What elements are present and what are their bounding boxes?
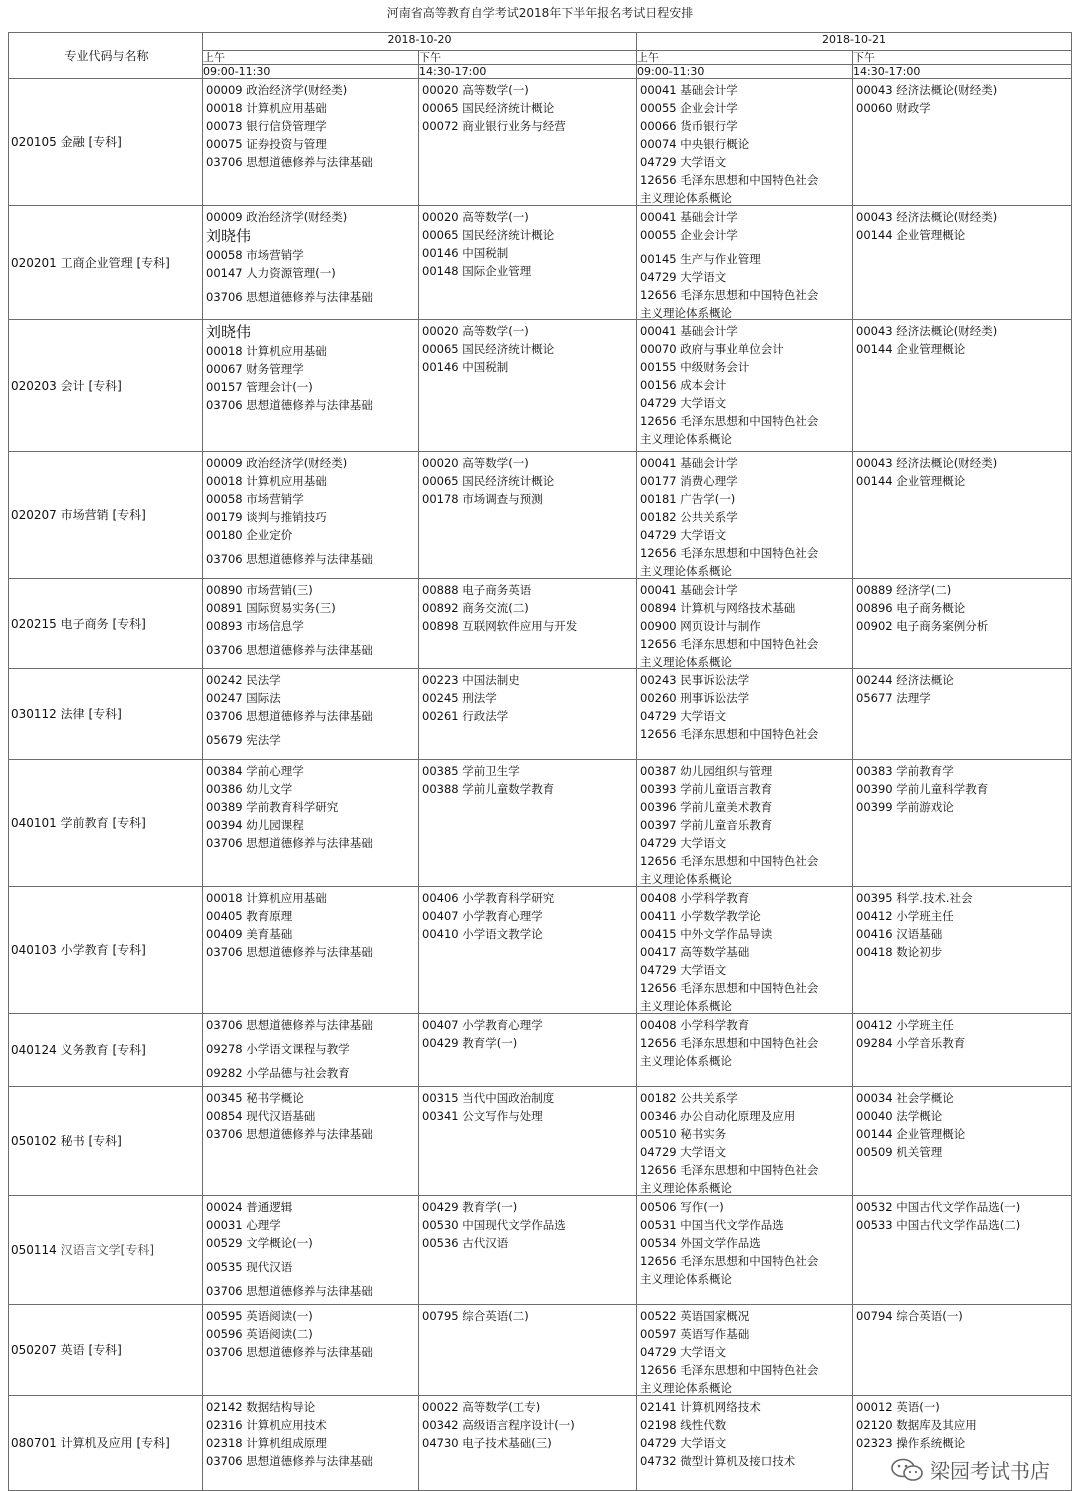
- session-cell: [419, 1087, 637, 1196]
- session-cell: [637, 760, 853, 887]
- course-entry: 00900 网页设计与制作: [640, 619, 761, 633]
- course-entry: 00144 企业管理概论: [856, 228, 966, 242]
- course-entry: 00041 基础会计学: [640, 456, 738, 470]
- time-header: 14:30-17:00: [419, 65, 637, 79]
- session-cell: [419, 760, 637, 887]
- session-cell: [853, 1196, 1072, 1305]
- course-entry: 00043 经济法概论(财经类): [856, 324, 998, 338]
- course-entry: 03706 思想道德修养与法律基础: [206, 1454, 373, 1468]
- course-entry: 00075 证券投资与管理: [206, 137, 327, 151]
- course-entry: 04729 大学语文: [640, 1436, 727, 1450]
- course-entry: 00242 民法学: [206, 673, 281, 687]
- course-entry: 主义理论体系概论: [640, 999, 732, 1013]
- course-entry: 00891 国际贸易实务(三): [206, 601, 336, 615]
- session-cell: [637, 452, 853, 579]
- course-entry: 03706 思想道德修养与法律基础: [206, 1018, 373, 1032]
- course-entry: 00020 高等数学(一): [422, 210, 529, 224]
- course-entry: 00795 综合英语(二): [422, 1309, 529, 1323]
- course-entry: 04729 大学语文: [640, 396, 727, 410]
- table-row: [9, 669, 1072, 760]
- course-entry: 00156 成本会计: [640, 378, 727, 392]
- session-cell: [419, 1396, 637, 1491]
- course-entry: 00020 高等数学(一): [422, 83, 529, 97]
- course-entry: 00072 商业银行业务与经营: [422, 119, 566, 133]
- course-entry: 00341 公文写作与处理: [422, 1109, 543, 1123]
- course-entry: 00896 电子商务概论: [856, 601, 966, 615]
- watermark-text: 梁园考试书店: [930, 1459, 1050, 1483]
- major-name: 020215 电子商务 [专科]: [9, 579, 203, 669]
- course-entry: 00394 幼儿园课程: [206, 818, 304, 832]
- course-entry: 00890 市场营销(三): [206, 583, 313, 597]
- major-code: 050114: [11, 1243, 57, 1257]
- course-entry: 00407 小学教育心理学: [422, 1018, 543, 1032]
- session-cell: [203, 1087, 419, 1196]
- course-entry: 00888 电子商务英语: [422, 583, 532, 597]
- course-entry: 03706 思想道德修养与法律基础: [206, 1345, 373, 1359]
- course-entry: 12656 毛泽东思想和中国特色社会: [640, 981, 819, 995]
- session-cell: [203, 1196, 419, 1305]
- session-cell: [203, 452, 419, 579]
- course-entry: 09282 小学品德与社会教育: [206, 1066, 350, 1080]
- half-day-header: 上午: [203, 51, 419, 65]
- session-cell: [853, 760, 1072, 887]
- course-entry: 00429 教育学(一): [422, 1036, 518, 1050]
- course-entry: 00345 秘书学概论: [206, 1091, 304, 1105]
- course-entry: 主义理论体系概论: [640, 191, 732, 205]
- table-row: [9, 579, 1072, 669]
- course-entry: 00410 小学语文教学论: [422, 927, 543, 941]
- course-entry: 00409 美育基础: [206, 927, 293, 941]
- major-name: 020105 金融 [专科]: [9, 79, 203, 206]
- course-entry: 00020 高等数学(一): [422, 324, 529, 338]
- course-entry: 03706 思想道德修养与法律基础: [206, 155, 373, 169]
- course-entry: 12656 毛泽东思想和中国特色社会: [640, 1363, 819, 1377]
- course-entry: 00034 社会学概论: [856, 1091, 954, 1105]
- course-entry: 00529 文学概论(一): [206, 1236, 313, 1250]
- course-entry: 00031 心理学: [206, 1218, 281, 1232]
- course-entry: 00179 谈判与推销技巧: [206, 510, 327, 524]
- course-entry: 00595 英语阅读(一): [206, 1309, 313, 1323]
- course-entry: 00060 财政学: [856, 101, 931, 115]
- course-entry: 03706 思想道德修养与法律基础: [206, 709, 373, 723]
- course-entry: 00157 管理会计(一): [206, 380, 313, 394]
- course-entry: 00399 学前游戏论: [856, 800, 954, 814]
- course-entry: 00342 高级语言程序设计(一): [422, 1418, 575, 1432]
- major-name: 020207 市场营销 [专科]: [9, 452, 203, 579]
- session-cell: [203, 669, 419, 760]
- time-header: 09:00-11:30: [637, 65, 853, 79]
- session-cell: [637, 1196, 853, 1305]
- course-entry: 04730 电子技术基础(三): [422, 1436, 552, 1450]
- session-cell: [637, 206, 853, 320]
- course-entry: 00794 综合英语(一): [856, 1309, 963, 1323]
- major-name: 050207 英语 [专科]: [9, 1305, 203, 1396]
- course-entry: 00018 计算机应用基础: [206, 101, 327, 115]
- session-cell: [637, 579, 853, 669]
- course-entry: 05679 宪法学: [206, 733, 281, 747]
- course-entry: 09278 小学语文课程与教学: [206, 1042, 350, 1056]
- session-cell: [637, 1014, 853, 1087]
- course-entry: 00412 小学班主任: [856, 909, 954, 923]
- session-cell: [637, 669, 853, 760]
- course-entry: 00223 中国法制史: [422, 673, 520, 687]
- corner-header: 专业代码与名称: [9, 33, 203, 79]
- session-cell: [419, 1305, 637, 1396]
- major-title: 汉语言文学[专科]: [60, 1243, 155, 1257]
- course-entry: 00243 民事诉讼法学: [640, 673, 750, 687]
- session-cell: [203, 579, 419, 669]
- course-entry: 00416 汉语基础: [856, 927, 943, 941]
- course-entry: 主义理论体系概论: [640, 564, 732, 578]
- course-entry: 12656 毛泽东思想和中国特色社会: [640, 727, 819, 741]
- course-entry: 00597 英语写作基础: [640, 1327, 750, 1341]
- session-cell: [637, 320, 853, 452]
- course-entry: 00898 互联网软件应用与开发: [422, 619, 578, 633]
- course-entry: 00155 中级财务会计: [640, 360, 750, 374]
- course-entry: 00178 市场调查与预测: [422, 492, 543, 506]
- course-entry: 00893 市场信息学: [206, 619, 304, 633]
- course-entry: 04729 大学语文: [640, 528, 727, 542]
- half-day-header: 下午: [419, 51, 637, 65]
- table-row: [9, 320, 1072, 452]
- course-entry: 09284 小学音乐教育: [856, 1036, 966, 1050]
- course-entry: 00429 教育学(一): [422, 1200, 518, 1214]
- course-entry: 00247 国际法: [206, 691, 281, 705]
- course-entry: 00065 国民经济统计概论: [422, 228, 555, 242]
- course-entry: 02198 线性代数: [640, 1418, 727, 1432]
- course-entry: 03706 思想道德修养与法律基础: [206, 1127, 373, 1141]
- course-entry: 00018 计算机应用基础: [206, 474, 327, 488]
- course-entry: 00522 英语国家概况: [640, 1309, 750, 1323]
- session-cell: [853, 887, 1072, 1014]
- time-header: 09:00-11:30: [203, 65, 419, 79]
- session-cell: [419, 579, 637, 669]
- page-title: 河南省高等教育自学考试2018年下半年报名考试日程安排: [386, 6, 694, 20]
- session-cell: [203, 760, 419, 887]
- session-cell: [853, 1087, 1072, 1196]
- course-entry: 00388 学前儿童数学教育: [422, 782, 555, 796]
- course-entry: 12656 毛泽东思想和中国特色社会: [640, 1254, 819, 1268]
- major-name: 040101 学前教育 [专科]: [9, 760, 203, 887]
- course-entry: 12656 毛泽东思想和中国特色社会: [640, 546, 819, 560]
- course-entry: 00412 小学班主任: [856, 1018, 954, 1032]
- course-entry: 00182 公共关系学: [640, 1091, 738, 1105]
- major-name: 050102 秘书 [专科]: [9, 1087, 203, 1196]
- course-entry: 00009 政治经济学(财经类): [206, 83, 348, 97]
- course-entry: 00041 基础会计学: [640, 210, 738, 224]
- course-entry: 00018 计算机应用基础: [206, 891, 327, 905]
- course-entry: 00067 财务管理学: [206, 362, 304, 376]
- course-entry: 00024 普通逻辑: [206, 1200, 293, 1214]
- course-entry: 00390 学前儿童科学教育: [856, 782, 989, 796]
- course-entry: 00144 企业管理概论: [856, 1127, 966, 1141]
- course-entry: 12656 毛泽东思想和中国特色社会: [640, 173, 819, 187]
- course-entry: 00261 行政法学: [422, 709, 509, 723]
- course-entry: 主义理论体系概论: [640, 1054, 732, 1068]
- course-entry: 00245 刑法学: [422, 691, 497, 705]
- session-cell: [637, 79, 853, 206]
- course-entry: 04729 大学语文: [640, 836, 727, 850]
- course-entry: 00892 商务交流(二): [422, 601, 529, 615]
- course-entry: 00408 小学科学教育: [640, 1018, 750, 1032]
- table-row: [9, 1014, 1072, 1087]
- session-cell: [419, 320, 637, 452]
- course-entry: 00395 科学.技术.社会: [856, 891, 973, 905]
- course-entry: 00386 幼儿文学: [206, 782, 293, 796]
- course-entry: 00389 学前教育科学研究: [206, 800, 339, 814]
- course-entry: 00058 市场营销学: [206, 248, 304, 262]
- course-entry: 00145 生产与作业管理: [640, 252, 761, 266]
- course-entry: 00043 经济法概论(财经类): [856, 210, 998, 224]
- course-entry: 00383 学前教育学: [856, 764, 954, 778]
- course-entry: 00182 公共关系学: [640, 510, 738, 524]
- course-entry: 00058 市场营销学: [206, 492, 304, 506]
- course-entry: 00055 企业会计学: [640, 228, 738, 242]
- date-header: 2018-10-20: [203, 33, 637, 51]
- course-entry: 00244 经济法概论: [856, 673, 954, 687]
- session-cell: [853, 206, 1072, 320]
- course-entry: 00408 小学科学教育: [640, 891, 750, 905]
- course-entry: 00065 国民经济统计概论: [422, 101, 555, 115]
- table-row: [9, 760, 1072, 887]
- course-entry: 主义理论体系概论: [640, 432, 732, 446]
- course-entry: 00018 计算机应用基础: [206, 344, 327, 358]
- session-cell: [419, 669, 637, 760]
- course-entry: 00074 中央银行概论: [640, 137, 750, 151]
- course-entry: 00531 中国当代文学作品选: [640, 1218, 784, 1232]
- course-entry: 00041 基础会计学: [640, 324, 738, 338]
- course-entry: 00070 政府与事业单位会计: [640, 342, 784, 356]
- course-entry: 03706 思想道德修养与法律基础: [206, 945, 373, 959]
- course-entry: 00009 政治经济学(财经类): [206, 210, 348, 224]
- handwritten-name: 刘晓伟: [206, 323, 252, 341]
- session-cell: [203, 1305, 419, 1396]
- course-entry: 00040 法学概论: [856, 1109, 943, 1123]
- session-cell: [203, 79, 419, 206]
- session-cell: [419, 206, 637, 320]
- course-entry: 00009 政治经济学(财经类): [206, 456, 348, 470]
- course-entry: 主义理论体系概论: [640, 872, 732, 886]
- course-entry: 00012 英语(一): [856, 1400, 940, 1414]
- course-entry: 00146 中国税制: [422, 360, 509, 374]
- course-entry: 00041 基础会计学: [640, 83, 738, 97]
- table-row: [9, 79, 1072, 206]
- course-entry: 00385 学前卫生学: [422, 764, 520, 778]
- course-entry: 00533 中国古代文学作品选(二): [856, 1218, 1021, 1232]
- wechat-icon: [890, 1458, 924, 1482]
- course-entry: 00073 银行信贷管理学: [206, 119, 327, 133]
- session-cell: [853, 79, 1072, 206]
- course-entry: 00411 小学数学教学论: [640, 909, 761, 923]
- course-entry: 04729 大学语文: [640, 270, 727, 284]
- course-entry: 00066 货币银行学: [640, 119, 738, 133]
- course-entry: 00407 小学教育心理学: [422, 909, 543, 923]
- time-header: 14:30-17:00: [853, 65, 1072, 79]
- session-cell: [203, 320, 419, 452]
- table-row: [9, 887, 1072, 1014]
- course-entry: 00535 现代汉语: [206, 1260, 293, 1274]
- course-entry: 00854 现代汉语基础: [206, 1109, 316, 1123]
- session-cell: [853, 320, 1072, 452]
- course-entry: 03706 思想道德修养与法律基础: [206, 643, 373, 657]
- course-entry: 04729 大学语文: [640, 155, 727, 169]
- table-row: [9, 1305, 1072, 1396]
- course-entry: 12656 毛泽东思想和中国特色社会: [640, 854, 819, 868]
- course-entry: 00894 计算机与网络技术基础: [640, 601, 796, 615]
- session-cell: [203, 887, 419, 1014]
- course-entry: 02142 数据结构导论: [206, 1400, 316, 1414]
- course-entry: 12656 毛泽东思想和中国特色社会: [640, 1163, 819, 1177]
- course-entry: 00043 经济法概论(财经类): [856, 83, 998, 97]
- course-entry: 03706 思想道德修养与法律基础: [206, 1284, 373, 1298]
- course-entry: 00384 学前心理学: [206, 764, 304, 778]
- course-entry: 00596 英语阅读(二): [206, 1327, 313, 1341]
- course-entry: 00181 广告学(一): [640, 492, 736, 506]
- course-entry: 02323 操作系统概论: [856, 1436, 966, 1450]
- course-entry: 主义理论体系概论: [640, 1272, 732, 1286]
- course-entry: 00346 办公自动化原理及应用: [640, 1109, 796, 1123]
- session-cell: [637, 1396, 853, 1491]
- course-entry: 05677 法理学: [856, 691, 931, 705]
- session-cell: [637, 887, 853, 1014]
- half-day-header: 下午: [853, 51, 1072, 65]
- course-entry: 00146 中国税制: [422, 246, 509, 260]
- course-entry: 02141 计算机网络技术: [640, 1400, 761, 1414]
- course-entry: 00396 学前儿童美术教育: [640, 800, 773, 814]
- course-entry: 00387 幼儿园组织与管理: [640, 764, 773, 778]
- course-entry: 00180 企业定价: [206, 528, 293, 542]
- session-cell: [853, 579, 1072, 669]
- table-row: [9, 1087, 1072, 1196]
- course-entry: 00530 中国现代文学作品选: [422, 1218, 566, 1232]
- course-entry: 00405 教育原理: [206, 909, 293, 923]
- half-day-header: 上午: [637, 51, 853, 65]
- course-entry: 00510 秘书实务: [640, 1127, 727, 1141]
- course-entry: 00393 学前儿童语言教育: [640, 782, 773, 796]
- course-entry: 12656 毛泽东思想和中国特色社会: [640, 637, 819, 651]
- course-entry: 00506 写作(一): [640, 1200, 724, 1214]
- course-entry: 04732 微型计算机及接口技术: [640, 1454, 796, 1468]
- course-entry: 02318 计算机组成原理: [206, 1436, 327, 1450]
- course-entry: 00260 刑事诉讼法学: [640, 691, 750, 705]
- session-cell: [419, 1014, 637, 1087]
- major-name: [9, 1196, 203, 1305]
- table-row: [9, 206, 1072, 320]
- course-entry: 00509 机关管理: [856, 1145, 943, 1159]
- session-cell: [637, 1305, 853, 1396]
- session-cell: [853, 669, 1072, 760]
- course-entry: 12656 毛泽东思想和中国特色社会: [640, 1036, 819, 1050]
- date-header: 2018-10-21: [637, 33, 1072, 51]
- course-entry: 00147 人力资源管理(一): [206, 266, 336, 280]
- course-entry: 00177 消费心理学: [640, 474, 738, 488]
- course-entry: 03706 思想道德修养与法律基础: [206, 290, 373, 304]
- course-entry: 02120 数据库及其应用: [856, 1418, 977, 1432]
- session-cell: [853, 1014, 1072, 1087]
- course-entry: 04729 大学语文: [640, 963, 727, 977]
- course-entry: 00532 中国古代文学作品选(一): [856, 1200, 1021, 1214]
- course-entry: 00534 外国文学作品选: [640, 1236, 761, 1250]
- major-name: 030112 法律 [专科]: [9, 669, 203, 760]
- course-entry: 00536 古代汉语: [422, 1236, 509, 1250]
- course-entry: 02316 计算机应用技术: [206, 1418, 327, 1432]
- watermark: [890, 1455, 1050, 1484]
- course-entry: 04729 大学语文: [640, 709, 727, 723]
- major-name: 040103 小学教育 [专科]: [9, 887, 203, 1014]
- course-entry: 00041 基础会计学: [640, 583, 738, 597]
- course-entry: 主义理论体系概论: [640, 306, 732, 319]
- course-entry: 04729 大学语文: [640, 1345, 727, 1359]
- course-entry: 00418 数论初步: [856, 945, 943, 959]
- course-entry: 主义理论体系概论: [640, 1181, 732, 1195]
- course-entry: 00315 当代中国政治制度: [422, 1091, 555, 1105]
- session-cell: [203, 1014, 419, 1087]
- schedule-table: [8, 32, 1072, 1491]
- table-row: [9, 1196, 1072, 1305]
- session-cell: [419, 1196, 637, 1305]
- course-entry: 00144 企业管理概论: [856, 474, 966, 488]
- course-entry: 00020 高等数学(一): [422, 456, 529, 470]
- major-name: 040124 义务教育 [专科]: [9, 1014, 203, 1087]
- session-cell: [203, 206, 419, 320]
- course-entry: 03706 思想道德修养与法律基础: [206, 552, 373, 566]
- session-cell: [419, 887, 637, 1014]
- course-entry: 00144 企业管理概论: [856, 342, 966, 356]
- course-entry: 00148 国际企业管理: [422, 264, 532, 278]
- session-cell: [419, 79, 637, 206]
- major-name: 080701 计算机及应用 [专科]: [9, 1396, 203, 1491]
- course-entry: 03706 思想道德修养与法律基础: [206, 398, 373, 412]
- course-entry: 00055 企业会计学: [640, 101, 738, 115]
- course-entry: 00065 国民经济统计概论: [422, 474, 555, 488]
- major-name: 020201 工商企业管理 [专科]: [9, 206, 203, 320]
- session-cell: [853, 1305, 1072, 1396]
- handwritten-name: 刘晓伟: [206, 227, 252, 245]
- course-entry: 00406 小学教育科学研究: [422, 891, 555, 905]
- course-entry: 00397 学前儿童音乐教育: [640, 818, 773, 832]
- course-entry: 12656 毛泽东思想和中国特色社会: [640, 288, 819, 302]
- session-cell: [637, 1087, 853, 1196]
- course-entry: 00417 高等数学基础: [640, 945, 750, 959]
- course-entry: 00043 经济法概论(财经类): [856, 456, 998, 470]
- session-cell: [419, 452, 637, 579]
- major-name: 020203 会计 [专科]: [9, 320, 203, 452]
- course-entry: 12656 毛泽东思想和中国特色社会: [640, 414, 819, 428]
- course-entry: 主义理论体系概论: [640, 1381, 732, 1395]
- course-entry: 00889 经济学(二): [856, 583, 952, 597]
- course-entry: 04729 大学语文: [640, 1145, 727, 1159]
- course-entry: 00065 国民经济统计概论: [422, 342, 555, 356]
- course-entry: 03706 思想道德修养与法律基础: [206, 836, 373, 850]
- course-entry: 00415 中外文学作品导读: [640, 927, 773, 941]
- session-cell: [203, 1396, 419, 1491]
- course-entry: 00902 电子商务案例分析: [856, 619, 989, 633]
- course-entry: 00022 高等数学(工专): [422, 1400, 541, 1414]
- session-cell: [853, 452, 1072, 579]
- course-entry: 主义理论体系概论: [640, 655, 732, 668]
- table-row: [9, 452, 1072, 579]
